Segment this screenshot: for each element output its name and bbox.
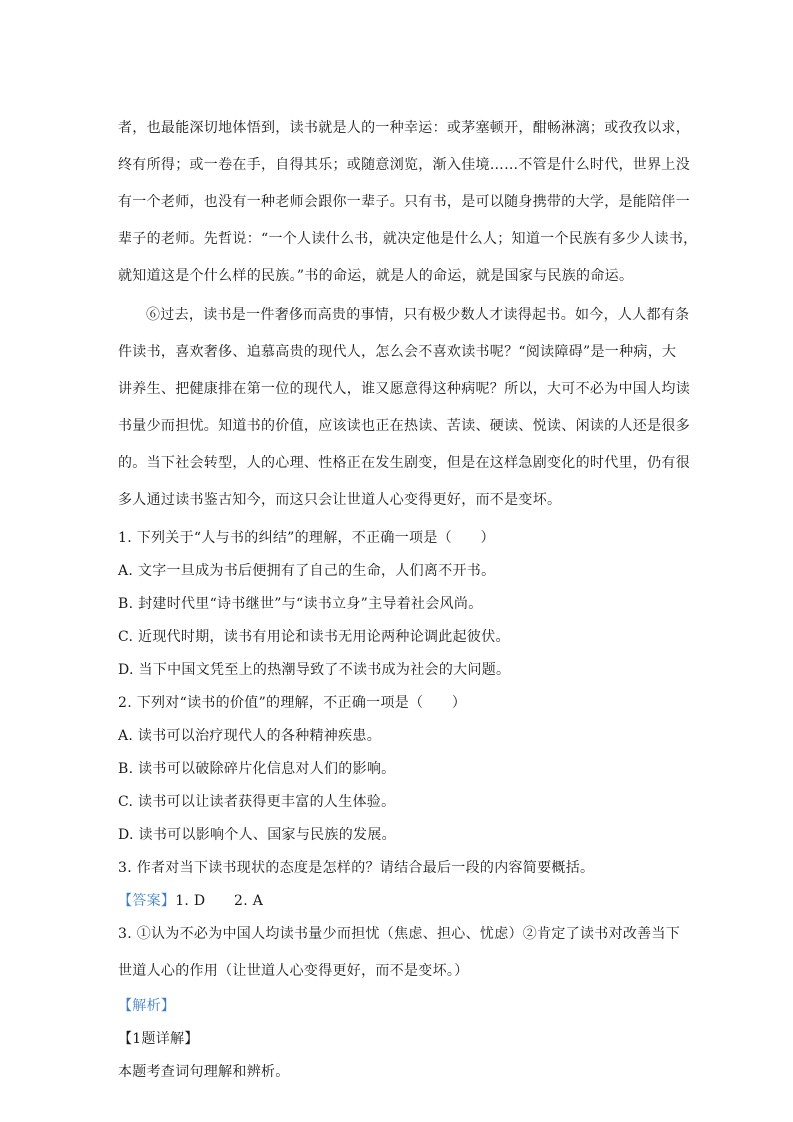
question-2-option-b: B. 读书可以破除碎片化信息对人们的影响。 xyxy=(118,761,396,777)
question-1-stem: 1. 下列关于“人与书的纠结”的理解，不正确一项是（ ） xyxy=(118,530,495,546)
question-2-option-c: C. 读书可以让读者获得更丰富的人生体验。 xyxy=(118,794,396,810)
answer-line xyxy=(118,891,263,911)
answer-tag: 【答案】 xyxy=(118,893,176,909)
passage-line: 辈子的老师。先哲说：“一个人读什么书，就决定他是什么人；知道一个民族有多少人读书， xyxy=(118,231,698,247)
question-1-option-a: A. 文字一旦成为书后便拥有了自己的生命，人们离不开书。 xyxy=(118,563,496,579)
question-3-stem: 3. 作者对当下读书现状的态度是怎样的？请结合最后一段的内容简要概括。 xyxy=(118,860,595,876)
analysis-q1-intro: 本题考查词句理解和辨析。 xyxy=(118,1064,290,1080)
answer-q3-line: 3. ①认为不必为中国人均读书量少而担忧（焦虑、担心、忧虑）②肯定了读书对改善当下 xyxy=(118,926,681,942)
question-2-option-a: A. 读书可以治疗现代人的各种精神疾患。 xyxy=(118,728,382,744)
analysis-q1-heading: 【1题详解】 xyxy=(118,1031,199,1047)
answer-q3-line: 世道人心的作用（让世道人心变得更好，而不是变坏。） xyxy=(118,963,469,979)
passage-line: 多人通过读书鉴古知今，而这只会让世道人心变得更好，而不是变坏。 xyxy=(118,492,562,508)
passage-line: 有一个老师，也没有一种老师会跟你一辈子。只有书，是可以随身携带的大学，是能陪伴一 xyxy=(118,194,690,210)
passage-line: 件读书，喜欢奢侈、追慕高贵的现代人，怎么会不喜欢读书呢？“阅读障碍”是一种病，大 xyxy=(118,344,677,360)
question-1-option-c: C. 近现代时期，读书有用论和读书无用论两种论调此起彼伏。 xyxy=(118,629,510,645)
question-2-option-d: D. 读书可以影响个人、国家与民族的发展。 xyxy=(118,827,396,843)
passage-line: 就知道这是个什么样的民族。”书的命运，就是人的命运，就是国家与民族的命运。 xyxy=(118,268,634,284)
passage-line: 书量少而担忧。知道书的价值，应该读也正在热读、苦读、硬读、悦读、闲读的人还是很多 xyxy=(118,418,690,434)
passage-line: 的。当下社会转型，人的心理、性格正在发生剧变，但是在这样急剧变化的时代里，仍有很 xyxy=(118,455,690,471)
passage-line: 者，也最能深切地体悟到，读书就是人的一种幸运：或茅塞顿开，酣畅淋漓；或孜孜以求， xyxy=(118,120,690,136)
answer-mc: 1. D 2. A xyxy=(175,893,264,909)
passage-line: 讲养生、把健康排在第一位的现代人，谁又愿意得这种病呢？所以，大可不必为中国人均读 xyxy=(118,381,690,397)
analysis-tag: 【解析】 xyxy=(118,998,176,1014)
passage-line: 终有所得；或一卷在手，自得其乐；或随意浏览，渐入佳境……不管是什么时代，世界上没 xyxy=(118,157,690,173)
passage-line: ⑥过去，读书是一件奢侈而高贵的事情，只有极少数人才读得起书。如今，人人都有条 xyxy=(146,307,690,323)
question-2-stem: 2. 下列对“读书的价值”的理解，不正确一项是（ ） xyxy=(118,695,467,711)
question-1-option-b: B. 封建时代里“诗书继世”与“读书立身”主导着社会风尚。 xyxy=(118,596,483,612)
question-1-option-d: D. 当下中国文凭至上的热潮导致了不读书成为社会的大问题。 xyxy=(118,662,511,678)
